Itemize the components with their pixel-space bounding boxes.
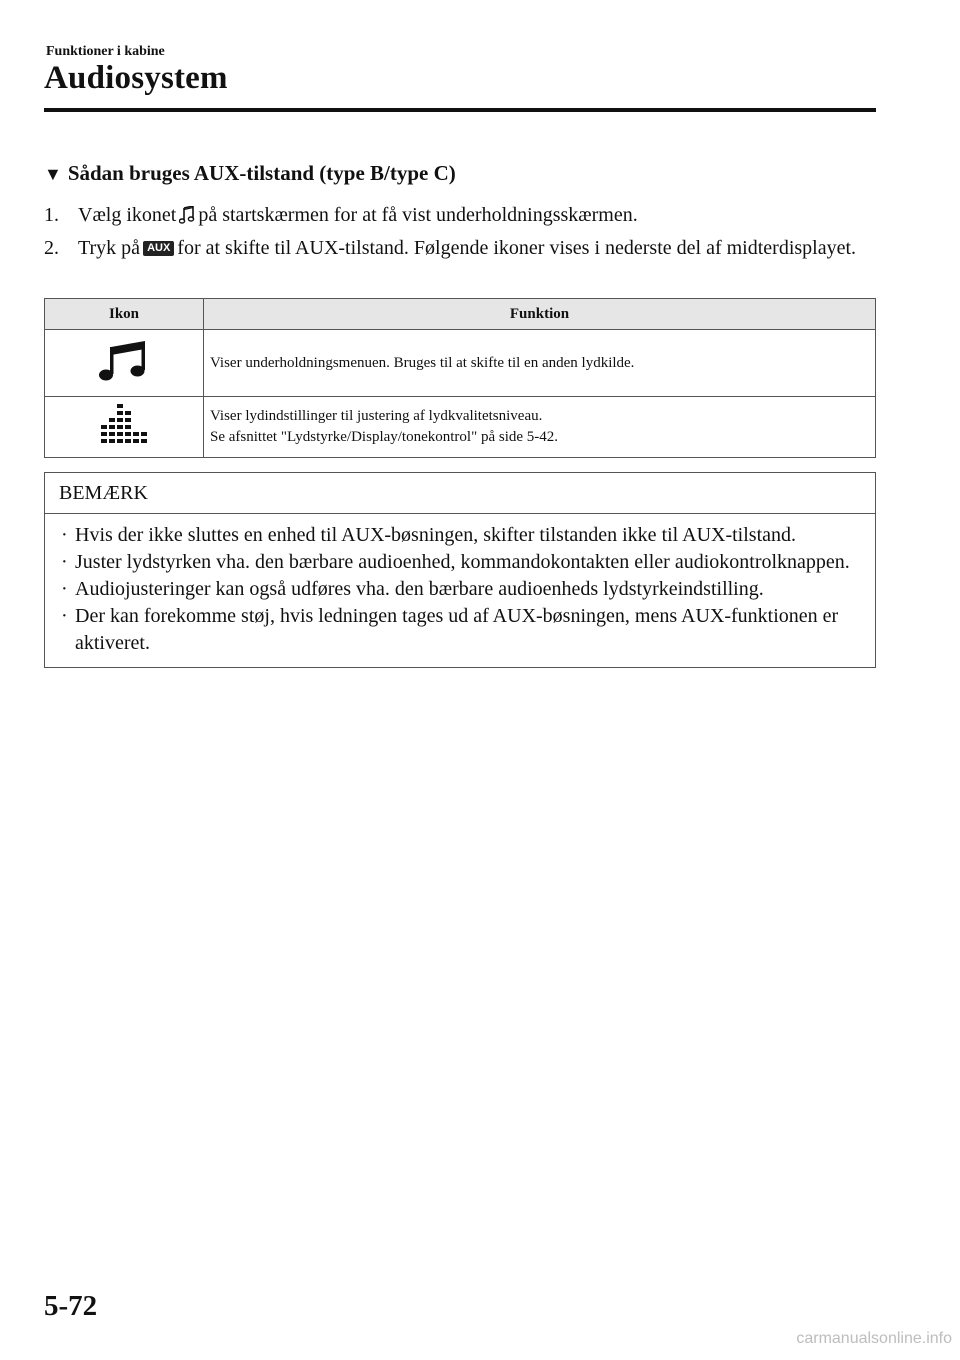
list-item <box>61 549 861 576</box>
step-number: 2. <box>44 237 59 259</box>
icon-cell <box>45 397 204 458</box>
subheading-text: Sådan bruges AUX-tilstand (type B/type C) <box>67 161 456 185</box>
watermark: carmanualsonline.info <box>796 1330 952 1347</box>
step-text-before: Vælg ikonet <box>78 204 177 226</box>
aux-key-icon: AUX <box>143 241 174 256</box>
icon-function-table <box>44 298 876 458</box>
music-note-icon <box>179 203 195 233</box>
note-list <box>45 514 875 667</box>
step-item <box>44 233 874 263</box>
bullet-icon: · <box>61 551 68 573</box>
list-item <box>61 522 861 549</box>
header-rule <box>44 108 876 112</box>
note-text: Audiojusteringer kan også udføres vha. den bærbare audioenheds lydstyrkeindstilling. <box>75 578 764 600</box>
bullet-icon: · <box>61 524 68 546</box>
step-number: 1. <box>44 204 59 226</box>
step-list <box>44 200 874 263</box>
note-title: BEMÆRK <box>45 473 875 514</box>
step-text <box>78 233 856 263</box>
subheading <box>44 161 456 186</box>
section-title: Audiosystem <box>44 60 228 96</box>
description-line: Viser lydindstillinger til justering af lydkvalitetsniveau. <box>210 408 543 424</box>
function-description <box>204 330 876 397</box>
header-icon: Ikon <box>45 299 204 330</box>
header-function: Funktion <box>204 299 876 330</box>
chapter-label: Funktioner i kabine <box>46 44 165 59</box>
note-text: Juster lydstyrken vha. den bærbare audioenhed, kommandokontakten eller audiokontrolknappen. <box>75 551 850 573</box>
list-item <box>61 603 861 657</box>
page-number: 5-72 <box>44 1290 98 1322</box>
bullet-icon: · <box>61 605 68 627</box>
description-line: Se afsnittet "Lydstyrke/Display/tonekontrol" på side 5-42. <box>210 429 559 445</box>
function-description <box>204 397 876 458</box>
note-text: Hvis der ikke sluttes en enhed til AUX-bøsningen, skifter tilstanden ikke til AUX-tilstand. <box>75 524 797 546</box>
note-box <box>44 472 876 668</box>
step-text-after: på startskærmen for at få vist underholdningsskærmen. <box>198 204 638 226</box>
step-text-after: for at skifte til AUX-tilstand. Følgende ikoner vises i nederste del af midterdisplayet. <box>177 237 857 259</box>
step-text <box>78 200 638 233</box>
table-row <box>45 330 876 397</box>
step-text-before: Tryk på <box>78 237 141 259</box>
description-line: Viser underholdningsmenuen. Bruges til at skifte til en anden lydkilde. <box>210 354 635 371</box>
icon-cell <box>45 330 204 397</box>
bullet-icon: · <box>61 578 68 600</box>
note-text: Der kan forekomme støj, hvis ledningen tages ud af AUX-bøsningen, mens AUX-funktionen er aktiveret. <box>75 605 839 654</box>
triangle-down-icon: ▼ <box>44 164 62 184</box>
table-header-row <box>45 299 876 330</box>
table-row <box>45 397 876 458</box>
step-item <box>44 200 874 233</box>
equalizer-icon <box>97 402 151 448</box>
list-item <box>61 576 861 603</box>
music-note-icon <box>99 339 149 383</box>
